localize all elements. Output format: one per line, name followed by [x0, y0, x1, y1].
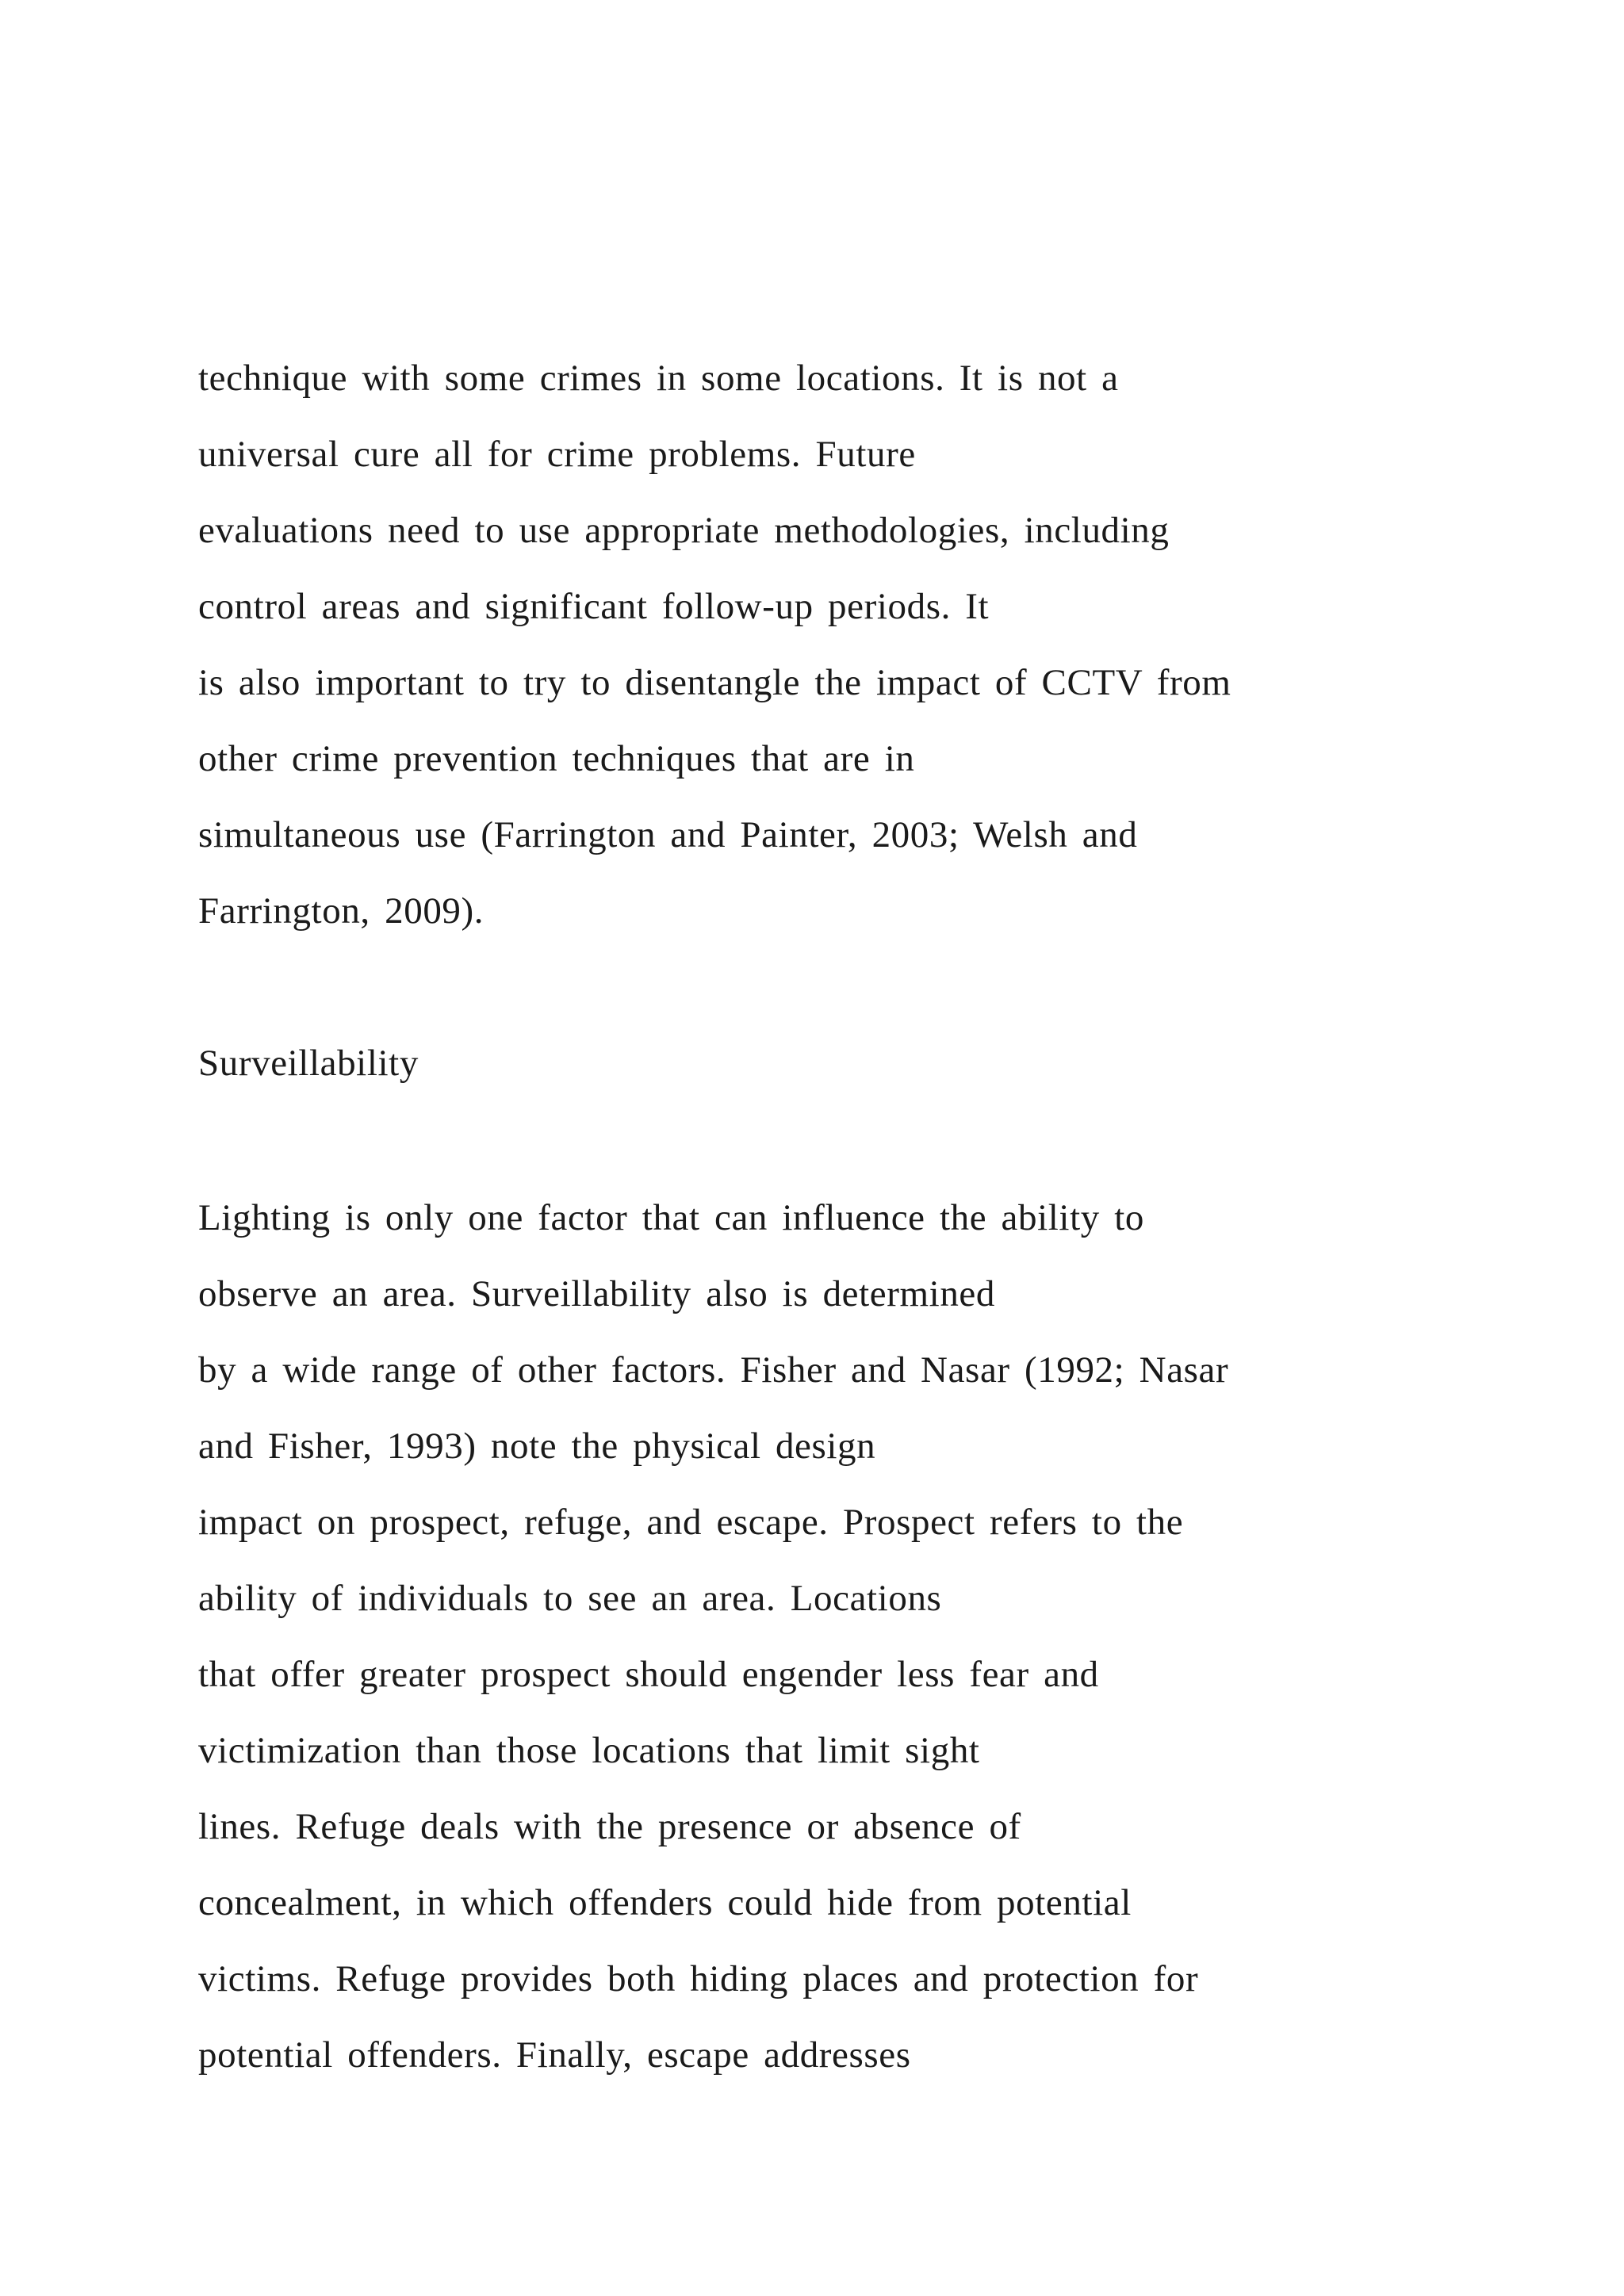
- paragraph-line: victims. Refuge provides both hiding places and protection for: [198, 1958, 1199, 1999]
- paragraph-line: other crime prevention techniques that are in: [198, 738, 915, 779]
- paragraph-line: universal cure all for crime problems. Future: [198, 434, 916, 475]
- paragraph-line: ability of individuals to see an area. Locations: [198, 1578, 942, 1619]
- paragraph-line: control areas and significant follow-up periods. It: [198, 586, 990, 627]
- paragraph-line: concealment, in which offenders could hide from potential: [198, 1882, 1132, 1923]
- paragraph-line: technique with some crimes in some locations. It is not a: [198, 358, 1119, 399]
- paragraph-line: lines. Refuge deals with the presence or absence of: [198, 1806, 1021, 1847]
- paragraph-line: simultaneous use (Farrington and Painter, 2003; Welsh and: [198, 814, 1138, 855]
- paragraph-line: and Fisher, 1993) note the physical design: [198, 1425, 876, 1467]
- paragraph-line: Lighting is only one factor that can influence the ability to: [198, 1197, 1144, 1238]
- section-heading: Surveillability: [198, 1043, 419, 1084]
- paragraph-line: victimization than those locations that limit sight: [198, 1730, 980, 1771]
- paragraph-line: evaluations need to use appropriate methodologies, including: [198, 510, 1170, 551]
- paragraph-line: by a wide range of other factors. Fisher and Nasar (1992; Nasar: [198, 1349, 1229, 1391]
- paragraph-line: potential offenders. Finally, escape addresses: [198, 2034, 911, 2076]
- paragraph-line: Farrington, 2009).: [198, 890, 485, 932]
- section-heading-block: [198, 1025, 1546, 1101]
- paragraph-line: is also important to try to disentangle the impact of CCTV from: [198, 662, 1231, 703]
- paragraph-surveillability: [198, 1180, 1546, 2093]
- paragraph-line: impact on prospect, refuge, and escape. Prospect refers to the: [198, 1502, 1184, 1543]
- paragraph-line: that offer greater prospect should engender less fear and: [198, 1654, 1099, 1695]
- paragraph-line: observe an area. Surveillability also is determined: [198, 1273, 995, 1314]
- paragraph-cctv-evaluation: [198, 340, 1546, 949]
